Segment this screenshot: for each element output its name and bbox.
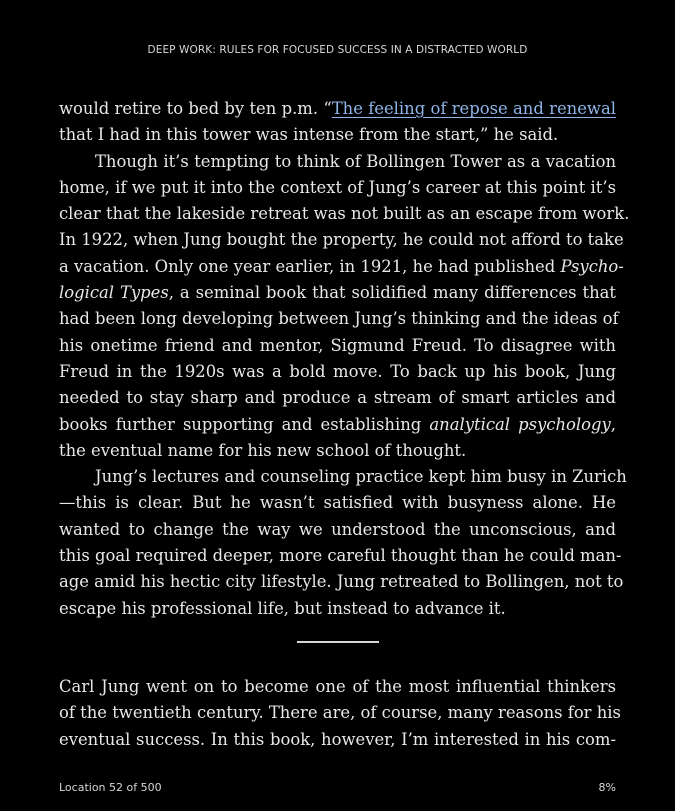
text-line: age amid his hectic city lifestyle. Jung retreated to Bollingen, not to [59, 572, 624, 592]
section-two [59, 674, 621, 753]
text-line: In 1922, when Jung bought the property, he could not afford to take [59, 230, 624, 250]
text-line: eventual success. In this book, however, I’m interested in his com- [59, 729, 616, 749]
reading-pane[interactable] [59, 96, 630, 753]
italic-text: analytical psychology [429, 414, 611, 434]
text-line: escape his professional life, but instead to advance it. [59, 598, 506, 618]
text-line: home, if we put it into the context of Jung’s career at this point it’s [59, 177, 616, 197]
text-line: clear that the lakeside retreat was not built as an escape from work. [59, 204, 630, 224]
section-divider [297, 641, 379, 643]
text-line: had been long developing between Jung’s thinking and the ideas of [59, 309, 619, 329]
text-line: Freud in the 1920s was a bold move. To back up his book, Jung [59, 361, 616, 381]
text-line: needed to stay sharp and produce a stream of smart articles and [59, 388, 616, 408]
text-line: the eventual name for his new school of thought. [59, 440, 467, 460]
text-line: would retire to bed by ten p.m. “The feeling of repose and renewal [59, 99, 616, 118]
text-line: logical Types, a seminal book that solidified many differences that [59, 283, 616, 303]
italic-text: logical Types [59, 283, 169, 303]
text-line: Carl Jung went on to become one of the most influential thinkers [59, 676, 616, 696]
text-line: books further supporting and establishing analytical psychology, [59, 414, 616, 434]
text-line: of the twentieth century. There are, of course, many reasons for his [59, 703, 621, 723]
text-line: —this is clear. But he wasn’t satisfied with busyness alone. He [59, 493, 616, 513]
text-line: his onetime friend and mentor, Sigmund Freud. To disagree with [59, 335, 616, 355]
italic-text: Psycho- [560, 256, 624, 276]
paragraph-start-line: Though it’s tempting to think of Bollingen Tower as a vacation [95, 151, 616, 171]
text-line: wanted to change the way we understood the unconscious, and [59, 519, 616, 539]
reading-location[interactable]: Location 52 of 500 [59, 781, 162, 794]
reading-progress-percent[interactable]: 8% [598, 781, 616, 794]
book-title-header: DEEP WORK: RULES FOR FOCUSED SUCCESS IN A DISTRACTED WORLD [147, 44, 528, 56]
text-line: a vacation. Only one year earlier, in 1921, he had published Psycho- [59, 256, 624, 276]
note-link[interactable]: The feeling of repose and renewal [331, 99, 616, 118]
paragraph-start-line: Jung’s lectures and counseling practice kept him busy in Zurich [95, 467, 627, 487]
text-line: this goal required deeper, more careful thought than he could man- [59, 546, 622, 566]
text-line: that I had in this tower was intense from the start,” he said. [59, 125, 559, 145]
